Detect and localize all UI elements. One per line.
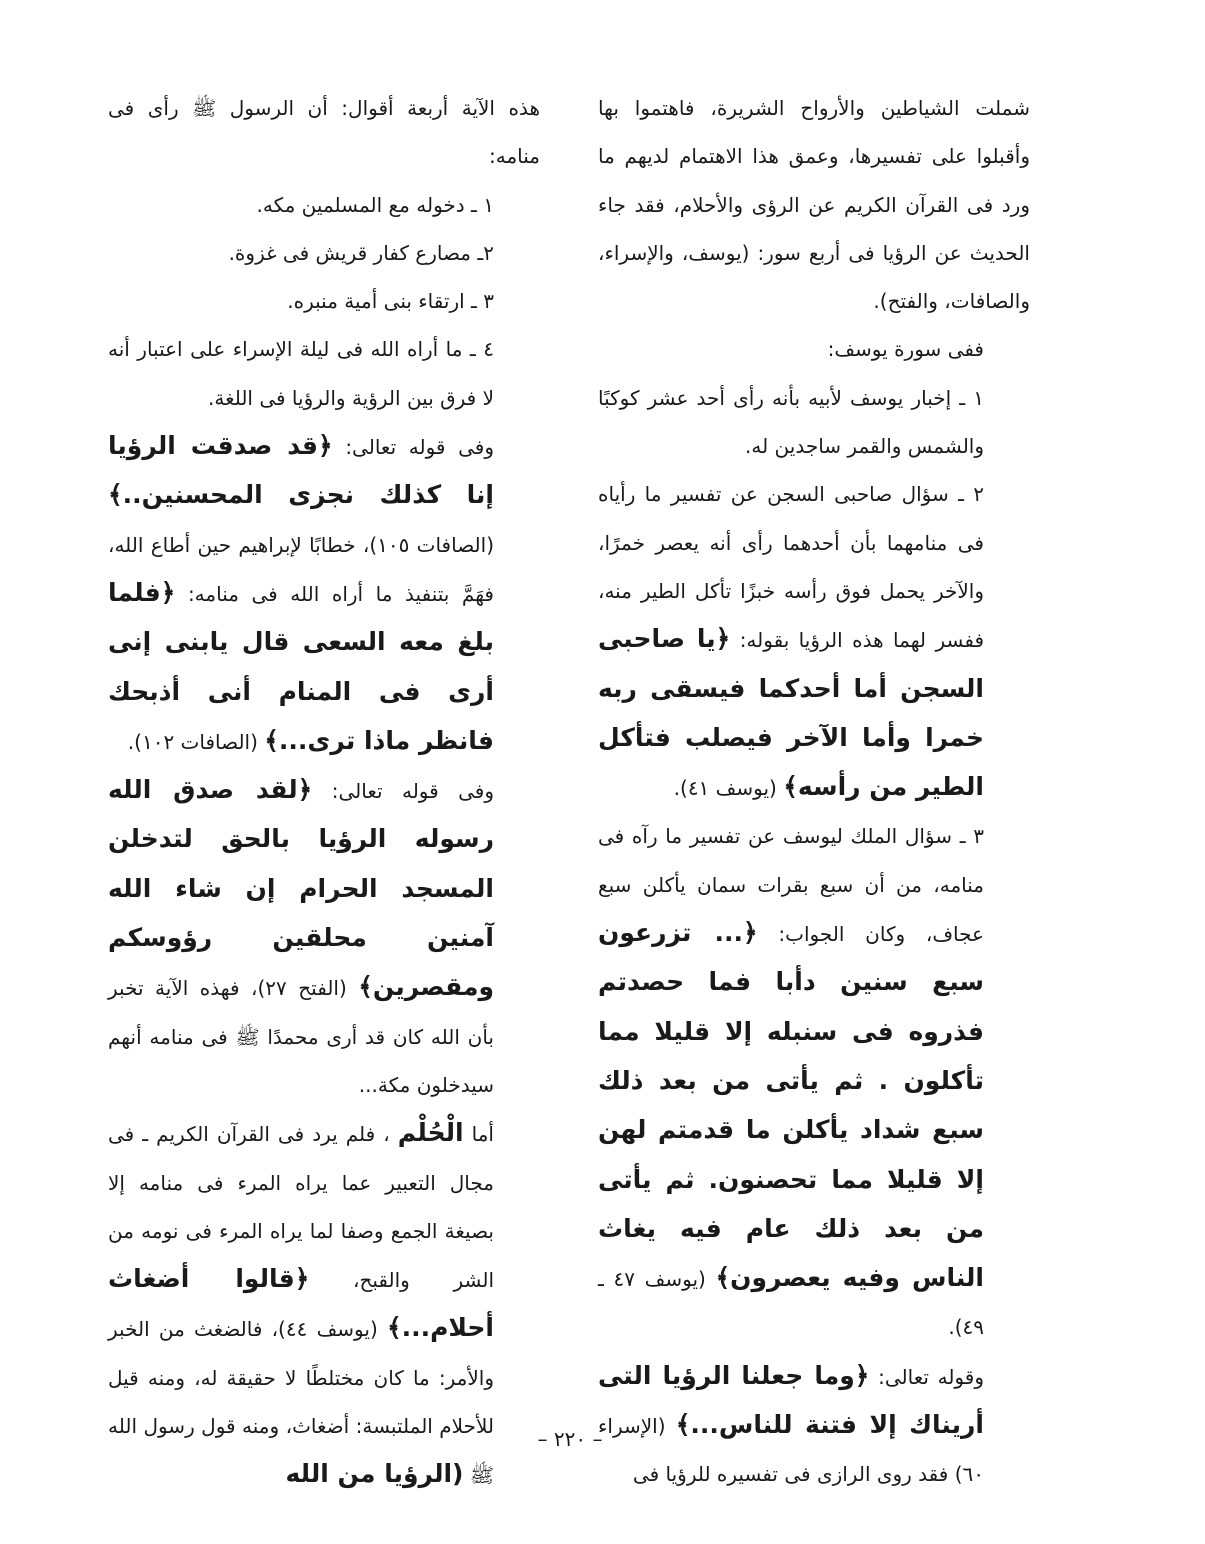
body-text: وفى قوله تعالى: — [312, 779, 494, 804]
quran-quote: ﴿يا صاحبى السجن أما أحدكما فيسقى ربه خمرا وأما الآخر فيصلب فتأكل الطير من رأسه﴾ — [598, 624, 984, 802]
body-text: (الصافات ١٠٥)، خطابًا لإبراهيم حين أطاع الله، فهَمَّ بتنفيذ ما أراه الله فى منامه: — [108, 532, 494, 606]
left-text-column — [108, 84, 540, 1500]
quran-quote: ﴿قالوا أضغاث أحلام...﴾ — [108, 1264, 494, 1343]
body-text: شملت الشياطين والأرواح الشريرة، فاهتموا بها وأقبلوا على تفسيرها، وعمق هذا الاهتمام لديهم ما ورد فى القرآن الكريم عن الرؤى والأحلام، فقد جاء الحديث عن الرؤيا فى أربع سور: (يوسف، والإسراء، والصافات، والفتح). — [598, 96, 1030, 314]
body-text: ٢ ـ سؤال صاحبى السجن عن تفسير ما رأياه فى منامهما بأن أحدهما رأى أنه يعصر خمرًا، والآخر يحمل فوق رأسه خبزًا تأكل الطير منه، ففسر لهما هذه الرؤيا بقوله: — [598, 482, 984, 653]
quran-quote: ﴿فلما بلغ معه السعى قال يابنى إنى أرى فى المنام أنى أذبحك فانظر ماذا ترى...﴾ — [108, 577, 494, 755]
body-text: ٤ ـ ما أراه الله فى ليلة الإسراء على اعتبار أنه لا فرق بين الرؤية والرؤيا فى اللغة. — [108, 337, 494, 410]
paragraph — [598, 812, 1030, 1351]
body-text: ٢ـ مصارع كفار قريش فى غزوة. — [228, 240, 494, 265]
list-item — [108, 325, 540, 422]
paragraph — [598, 374, 1030, 471]
body-text: (يوسف ٤٧ ـ ٤٩). — [598, 1267, 984, 1340]
body-text: ٣ ـ سؤال الملك ليوسف عن تفسير ما رآه فى منامه، من أن سبع بقرات سمان يأكلن سبع عجاف، وكان الجواب: — [598, 824, 984, 947]
paragraph — [108, 766, 540, 1109]
body-text: (يوسف ٤٤)، فالضغث من الخبر والأمر: ما كان مختلطًا لا حقيقة له، ومنه قيل للأحلام الملتبسة: أضغاث، ومنه قول رسول الله ﷺ — [108, 1317, 494, 1488]
body-text: ٣ ـ ارتقاء بنى أمية منبره. — [287, 289, 494, 314]
list-item — [108, 229, 540, 277]
paragraph — [598, 325, 1030, 373]
body-text: (الإسراء ٦٠) فقد روى الرازى فى تفسيره للرؤيا فى — [598, 1414, 984, 1487]
quran-quote: ﴿لقد صدق الله رسوله الرؤيا بالحق لتدخلن المسجد الحرام إن شاء الله آمنين محلقين رؤوسكم ومقصرين﴾ — [108, 775, 494, 1002]
page-number: – ٢٢٠ – — [537, 1427, 603, 1451]
body-text: ففى سورة يوسف: — [827, 337, 984, 362]
quran-quote: الْحُلْم — [397, 1118, 464, 1148]
list-item — [108, 277, 540, 325]
body-text: (يوسف ٤١). — [673, 776, 784, 801]
right-text-column — [598, 84, 1030, 1499]
body-text: ، فلم يرد فى القرآن الكريم ـ فى مجال التعبير عما يراه المرء فى منامه إلا بصيغة الجمع وصفا لما يراه المرء فى نومه من الشر والقبح، — [108, 1122, 494, 1293]
quran-quote: ﴿وما جعلنا الرؤيا التى أريناك إلا فتنة للناس...﴾ — [598, 1360, 984, 1440]
paragraph — [108, 84, 540, 181]
quran-quote: ﴿... تزرعون سبع سنين دأبا فما حصدتم فذروه فى سنبله إلا قليلا مما تأكلون . ثم يأتى من بعد ذلك سبع شداد يأكلن ما قدمتم لهن إلا قليلا مما تحصنون. ثم يأتى من بعد ذلك عام فيه يغاث الناس وفيه يعصرون﴾ — [598, 918, 984, 1293]
body-text: ١ ـ دخوله مع المسلمين مكه. — [256, 192, 494, 217]
body-text: أما — [463, 1122, 494, 1147]
body-text: (الفتح ٢٧)، فهذه الآية تخبر بأن الله كان قد أرى محمدًا ﷺ فى منامه أنهم سيدخلون مكة... — [108, 976, 494, 1097]
quran-quote: ﴿قد صدقت الرؤيا إنا كذلك نجزى المحسنين..﴾ — [108, 431, 494, 510]
body-text: وقوله تعالى: — [869, 1364, 984, 1389]
paragraph — [108, 422, 540, 766]
list-item — [108, 181, 540, 229]
paragraph — [598, 84, 1030, 325]
paragraph — [598, 470, 1030, 812]
body-text: هذه الآية أربعة أقوال: أن الرسول ﷺ رأى فى منامه: — [108, 96, 540, 169]
paragraph — [598, 1352, 1030, 1499]
quran-quote: (الرؤيا من الله — [285, 1459, 464, 1489]
body-text: (الصافات ١٠٢). — [127, 729, 265, 754]
body-text: ١ ـ إخبار يوسف لأبيه بأنه رأى أحد عشر كوكبًا والشمس والقمر ساجدين له. — [598, 385, 984, 459]
body-text: وفى قوله تعالى: — [332, 435, 495, 460]
